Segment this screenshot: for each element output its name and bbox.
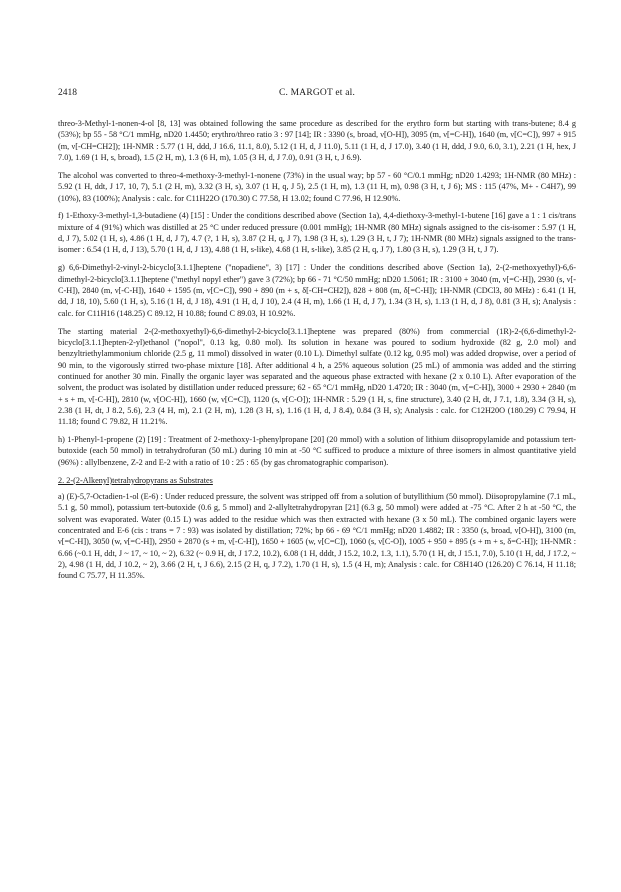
paragraph-f-ethoxy-butadiene: f) 1-Ethoxy-3-methyl-1,3-butadiene (4) [15] : Under the conditions described above (Section 1a), 4,4-diethoxy-3-methyl-1-butene [16] gave a 1 : 1 cis/trans mixture of 4 (91%) which was distilled at 25 °C under reduced pressure (0.001 mmHg); 1H-NMR (80 MHz) signals assigned to the cis-isomer : 5.97 (1 H, d, J 7), 5.02 (1 H, s), 4.86 (1 H, d, J 7), 4.7 (?, 1 H, s), 3.87 (2 H, q, J 7), 1.98 (3 H, s), 1.29 (3 H, t, J 7); 1H-NMR (80 MHz) signals assigned to the trans-isomer : 6.54 (1 H, d, J 13), 5.70 (1 H, d, J 13), 4.88 (1 H, s-like), 4.68 (1 H, s-like), 3.85 (2 H, q, J 7), 1.80 (3 H, s), 1.29 (3 H, t, J 7).: [58, 211, 576, 255]
page-number: 2418: [58, 88, 77, 98]
running-head: C. MARGOT et al.: [278, 88, 356, 98]
paragraph-threo-nonenol: threo-3-Methyl-1-nonen-4-ol [8, 13] was obtained following the same procedure as described for the erythro form but starting with trans-butene; 8.4 g (53%); bp 55 - 58 °C/1 mmHg, nD20 1.4450; erythro/threo ratio 3 : 97 [14]; IR : 3390 (s, broad, ν[O-H]), 3095 (m, ν[=C-H]), 1640 (m, ν[C=C]), 997 + 915 (m, ν[-CH=CH2]); 1H-NMR : 5.77 (1 H, ddd, J 16.6, 11.1, 8.0), 5.12 (1 H, d, J 11.0), 5.11 (1 H, d, J 17.0), 3.40 (1 H, ddd, J 9.0, 6.0, 3.1), 2.21 (1 H, hex, J 7.0), 1.69 (1 H, s, broad), 1.5 (2 H, m), 1.3 (6 H, m), 1.05 (3 H, d, J 7.0), 0.91 (3 H, t, J 6.9).: [58, 119, 576, 163]
paragraph-starting-material: The starting material 2-(2-methoxyethyl)-6,6-dimethyl-2-bicyclo[3.1.1]heptene was prepared (80%) from commercial (1R)-2-(6,6-dimethyl-2-bicyclo[3.1.1]hepten-2-yl)ethanol ("nopol", 0.13 kg, 0.80 mol). Its solution in hexane was poured to sodium hydroxide (82 g, 2.0 mol) and benzyltriethylammonium chloride (2.5 g, 11 mmol) dissolved in water (0.10 L). Dimethyl sulfate (0.12 kg, 0.95 mol) was added dropwise, over a period of 90 min, to the vigorously stirred two-phase mixture [18]. After additional 4 h, a 25% aqueous solution (25 mL) of ammonia was added and the stirring continued for another 30 min. Finally the organic layer was separated and the aqueous phase extracted with hexane (2 x 0.10 L). After evaporation of the solvent, the product was isolated by distillation under reduced pressure; 62 - 65 °C/1 mmHg, nD20 1.4720; IR : 3040 (m, ν[=C-H]), 3000 + 2930 + 2840 (m + s + m, ν[-C-H]), 2810 (w, ν[OC-H]), 1660 (w, ν[C=C]), 1120 (s, ν[C-O]); 1H-NMR : 5.29 (1 H, s, fine structure), 3.40 (2 H, dt, J 7.1, 1.8), 3.34 (3 H, s), 2.38 (1 H, dt, J 8.2, 5.6), 2.3 (4 H, m), 2.1 (2 H, m), 1.28 (3 H, s), 1.16 (1 H, d, J 8.4), 0.84 (3 H, s); Analysis : calc. for C12H20O (180.29) C 79.94, H 11.18; found C 79.82, H 11.21%.: [58, 326, 576, 427]
section-title: 2. 2-(2-Alkenyl)tetrahydropyrans as Substrates: [58, 475, 213, 485]
section-heading: [58, 475, 576, 486]
paragraph-g-nopadiene: g) 6,6-Dimethyl-2-vinyl-2-bicyclo[3.1.1]heptene ("nopadiene", 3) [17] : Under the conditions described above (Section 1a), 2-(2-methoxyethyl)-6,6-dimethyl-2-bicyclo[3.1.1]heptene ("methyl nopyl ether") gave 3 (72%); bp 66 - 71 °C/50 mmHg; nD20 1.5061; IR : 3100 + 3040 (m, ν[=C-H]), 2930 (s, ν[-C-H]), 2840 (m, ν[-C-H]), 1640 + 1595 (m, ν[C=C]), 990 + 890 (m + s, δ[-CH=CH2]), 828 + 808 (m, δ[=C-H]); 1H-NMR (CDCl3, 80 MHz) : 6.41 (1 H, dd, J 18, 10), 5.60 (1 H, s), 5.16 (1 H, d, J 18), 4.91 (1 H, d, J 10), 2.4 (4 H, m), 1.66 (1 H, d, J 7), 1.34 (3 H, s), 1.13 (1 H, d, J 8), 0.81 (3 H, s); Analysis : calc. for C11H16 (148.25) C 89.12, H 10.88; found C 89.03, H 10.92%.: [58, 263, 576, 318]
paragraph-a-octadienol: a) (E)-5,7-Octadien-1-ol (E-6) : Under reduced pressure, the solvent was stripped off from a solution of butyllithium (50 mmol). Diisopropylamine (7.1 mL, 5.1 g, 50 mmol), potassium tert-butoxide (0.6 g, 5 mmol) and 2-allyltetrahydropyran [21] (6.3 g, 50 mmol) were added at -75 °C. After 2 h at -50 °C, the solvent was evaporated. Water (0.15 L) was added to the residue which was then extracted with hexane (3 x 50 mL). The combined organic layers were concentrated and E-6 (cis : trans = 7 : 93) was isolated by distillation; 72%; bp 66 - 69 °C/1 mmHg; nD20 1.4882; IR : 3350 (s, broad, ν[O-H]), 3100 (m, ν[=C-H]), 3050 (w, ν[=C-H]), 2950 + 2870 (s + m, ν[-C-H]), 1650 + 1605 (w, ν[C=C]), 1060 (s, ν[C-O]), 1005 + 950 + 895 (s + m + s, δ=C-H]); 1H-NMR : 6.66 (~0.1 H, ddt, J ~ 17, ~ 10, ~ 2), 6.32 (~ 0.9 H, dt, J 17.2, 10.2), 6.08 (1 H, dddt, J 15.2, 10.2, 1.3, 1.1), 5.70 (1 H, dt, J 15.1, 7.0), 5.10 (1 H, dd, J 17.2, ~ 2), 4.98 (1 H, dd, J 10.2, ~ 2), 3.66 (2 H, t, J 6.6), 2.15 (2 H, q, J 7.2), 1.70 (1 H, s), 1.5 (4 H, m); Analysis : calc. for C8H14O (126.20) C 76.14, H 11.18; found C 75.77, H 11.35%.: [58, 491, 576, 581]
paragraph-h-phenylpropene: h) 1-Phenyl-1-propene (2) [19] : Treatment of 2-methoxy-1-phenylpropane [20] (20 mmol) with a solution of lithium diisopropylamide and potassium tert-butoxide (each 50 mmol) in tetrahydrofuran (50 mL) during 10 min at -50 °C sufficed to produce a mixture of three isomers in almost quantitative yield (96%) : allylbenzene, Z-2 and E-2 with a ratio of 10 : 25 : 65 (by gas chromatographic comparison).: [58, 435, 576, 467]
page-header: [58, 88, 576, 102]
paragraph-methoxy-nonene: The alcohol was converted to threo-4-methoxy-3-methyl-1-nonene (73%) in the usual way; bp 57 - 60 °C/0.1 mmHg; nD20 1.4293; 1H-NMR (80 MHz) : 5.92 (1 H, ddt, J 17, 10, 7), 5.1 (2 H, m), 3.32 (3 H, s), 3.07 (1 H, q, J 5), 2.5 (1 H, m), 1.3 (11 H, m), 0.98 (3 H, t, J 6); MS : 115 (47%, M+ - C4H7), 99 (10%), 83 (100%); Analysis : calc. for C11H22O (170.30) C 77.58, H 13.02; found C 77.96, H 12.90%.: [58, 170, 576, 203]
article-body: [58, 118, 576, 588]
